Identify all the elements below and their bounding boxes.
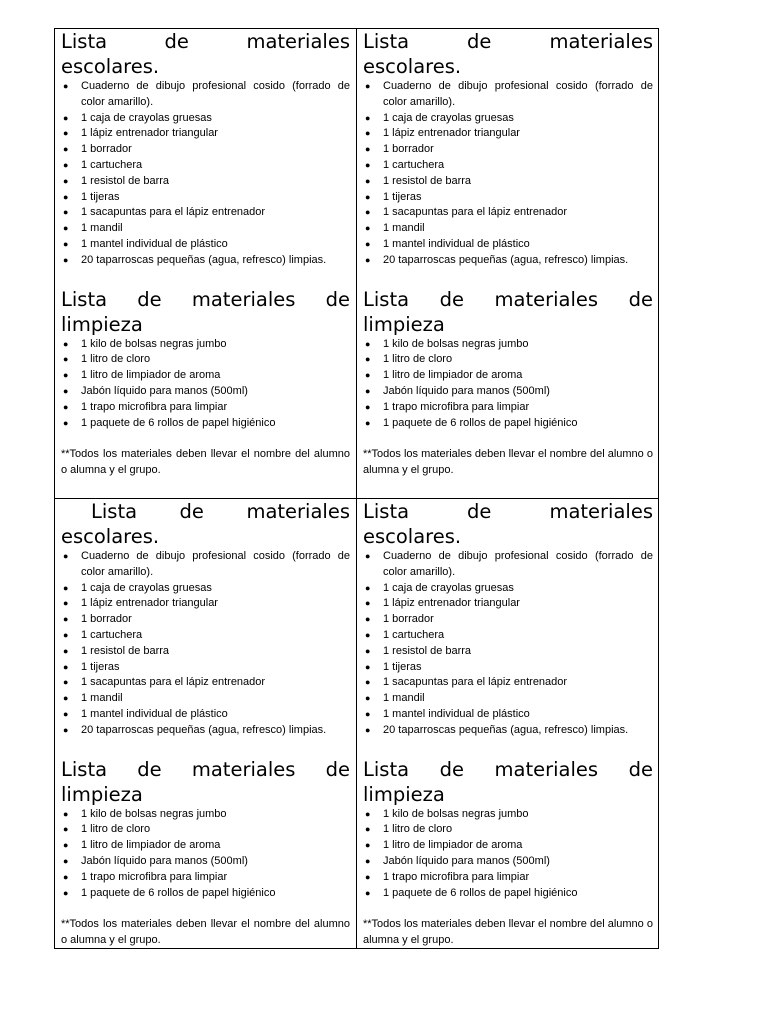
list-item-text: 1 mandil — [81, 692, 123, 705]
list-item — [61, 253, 350, 269]
bullet-icon: ● — [63, 223, 69, 234]
bullet-icon: ● — [63, 708, 69, 719]
list-item — [61, 691, 350, 707]
list-item-text: 1 litro de limpiador de aroma — [81, 369, 221, 382]
list-item-text: 1 resistol de barra — [383, 174, 472, 187]
list-item — [363, 644, 653, 660]
school-items-list — [363, 79, 653, 269]
bullet-icon: ● — [63, 128, 69, 139]
list-item — [61, 237, 350, 253]
list-item-text: 1 lápiz entrenador triangular — [383, 127, 520, 140]
list-item-text: 1 borrador — [81, 143, 132, 156]
bullet-icon: ● — [365, 238, 371, 249]
list-item — [61, 886, 350, 902]
bullet-icon: ● — [63, 808, 69, 819]
list-item-text: Jabón líquido para manos (500ml) — [81, 384, 248, 397]
card-bottom-left — [55, 499, 357, 948]
bullet-icon: ● — [365, 598, 371, 609]
bullet-icon: ● — [63, 370, 69, 381]
list-item-text: 1 kilo de bolsas negras jumbo — [81, 337, 227, 350]
list-item — [61, 416, 350, 432]
list-item-text: 1 kilo de bolsas negras jumbo — [383, 337, 529, 350]
bullet-icon: ● — [365, 677, 371, 688]
list-item — [61, 111, 350, 127]
bullet-icon: ● — [63, 614, 69, 625]
cleaning-items-list — [363, 337, 653, 432]
bullet-icon: ● — [365, 582, 371, 593]
list-item — [61, 644, 350, 660]
list-item-text: 1 sacapuntas para el lápiz entrenador — [81, 676, 266, 689]
list-item — [363, 174, 653, 190]
bullet-icon: ● — [63, 582, 69, 593]
list-item — [363, 612, 653, 628]
bullet-icon: ● — [63, 724, 69, 735]
list-item-text: 1 borrador — [383, 613, 434, 626]
list-item-text: 1 mantel individual de plástico — [383, 237, 530, 250]
list-item-text: 1 caja de crayolas gruesas — [81, 111, 212, 124]
list-item-text: Cuaderno de dibujo profesional cosido (forrado de color amarillo). — [81, 80, 350, 108]
list-item — [61, 596, 350, 612]
bullet-icon: ● — [365, 693, 371, 704]
list-item — [61, 854, 350, 870]
bullet-icon: ● — [365, 144, 371, 155]
list-item — [363, 628, 653, 644]
list-item — [363, 237, 653, 253]
list-item — [363, 158, 653, 174]
school-materials-heading: Lista de materiales escolares. — [363, 500, 653, 548]
bullet-icon: ● — [63, 629, 69, 640]
bullet-icon: ● — [63, 551, 69, 561]
list-item — [363, 79, 653, 111]
list-item-text: 1 litro de cloro — [383, 823, 453, 836]
bullet-icon: ● — [63, 401, 69, 412]
list-item — [61, 337, 350, 353]
bullet-icon: ● — [365, 887, 371, 898]
list-item — [363, 822, 653, 838]
list-item-text: 1 cartuchera — [383, 158, 445, 171]
list-item-text: 1 mandil — [81, 222, 123, 235]
labeling-note: **Todos los materiales deben llevar el nombre del alumno o alumna y el grupo. — [363, 918, 653, 947]
bullet-icon: ● — [63, 645, 69, 656]
list-item — [363, 352, 653, 368]
bullet-icon: ● — [63, 385, 69, 396]
list-item — [363, 691, 653, 707]
list-item-text: 1 mandil — [383, 692, 425, 705]
bullet-icon: ● — [365, 370, 371, 381]
list-item — [363, 205, 653, 221]
bullet-icon: ● — [365, 401, 371, 412]
bullet-icon: ● — [365, 724, 371, 735]
bullet-icon: ● — [365, 207, 371, 218]
list-item — [363, 870, 653, 886]
bullet-icon: ● — [365, 417, 371, 428]
list-item-text: Cuaderno de dibujo profesional cosido (forrado de color amarillo). — [81, 550, 350, 578]
list-item — [61, 581, 350, 597]
cleaning-items-list — [61, 337, 350, 432]
bullet-icon: ● — [63, 238, 69, 249]
list-item — [61, 723, 350, 739]
list-item — [363, 337, 653, 353]
list-item — [61, 628, 350, 644]
materials-table — [54, 28, 659, 949]
list-item — [61, 142, 350, 158]
list-item — [363, 596, 653, 612]
list-item — [363, 838, 653, 854]
card-top-right — [357, 29, 659, 499]
list-item — [61, 807, 350, 823]
bullet-icon: ● — [365, 354, 371, 365]
bullet-icon: ● — [365, 254, 371, 265]
bullet-icon: ● — [365, 112, 371, 123]
bullet-icon: ● — [365, 159, 371, 170]
bullet-icon: ● — [365, 824, 371, 835]
list-item-text: 1 lápiz entrenador triangular — [383, 597, 520, 610]
list-item — [363, 723, 653, 739]
list-item-text: 20 taparroscas pequeñas (agua, refresco) limpias. — [383, 253, 629, 266]
list-item — [363, 886, 653, 902]
list-item-text: 1 sacapuntas para el lápiz entrenador — [383, 206, 568, 219]
list-item — [61, 190, 350, 206]
list-item-text: 1 trapo microfibra para limpiar — [81, 870, 228, 883]
list-item-text: 1 paquete de 6 rollos de papel higiénico — [81, 886, 276, 899]
list-item-text: 1 tijeras — [383, 660, 422, 673]
bullet-icon: ● — [63, 81, 69, 91]
list-item — [363, 549, 653, 581]
list-item — [363, 400, 653, 416]
list-item-text: 1 cartuchera — [81, 158, 143, 171]
list-item-text: 1 caja de crayolas gruesas — [383, 581, 514, 594]
bullet-icon: ● — [63, 207, 69, 218]
bullet-icon: ● — [63, 855, 69, 866]
list-item-text: 1 sacapuntas para el lápiz entrenador — [81, 206, 266, 219]
list-item-text: 1 borrador — [383, 143, 434, 156]
bullet-icon: ● — [63, 677, 69, 688]
bullet-icon: ● — [63, 824, 69, 835]
list-item-text: 1 trapo microfibra para limpiar — [81, 400, 228, 413]
list-item — [61, 400, 350, 416]
list-item-text: 1 cartuchera — [81, 628, 143, 641]
bullet-icon: ● — [63, 598, 69, 609]
list-item-text: Jabón líquido para manos (500ml) — [383, 384, 550, 397]
bullet-icon: ● — [365, 645, 371, 656]
card-top-left — [55, 29, 357, 499]
list-item-text: 1 resistol de barra — [383, 644, 472, 657]
list-item — [61, 126, 350, 142]
list-item-text: Jabón líquido para manos (500ml) — [81, 854, 248, 867]
bullet-icon: ● — [365, 338, 371, 349]
school-items-list — [61, 549, 350, 739]
list-item — [61, 549, 350, 581]
cleaning-materials-heading: Lista de materiales de limpieza — [61, 287, 350, 336]
bullet-icon: ● — [63, 191, 69, 202]
school-materials-heading: Lista de materiales escolares. — [61, 500, 350, 548]
bullet-icon: ● — [365, 661, 371, 672]
list-item-text: 1 paquete de 6 rollos de papel higiénico — [383, 886, 578, 899]
bullet-icon: ● — [365, 629, 371, 640]
list-item — [363, 126, 653, 142]
list-item — [61, 174, 350, 190]
bullet-icon: ● — [63, 159, 69, 170]
list-item-text: 1 litro de cloro — [81, 823, 151, 836]
bullet-icon: ● — [63, 144, 69, 155]
bullet-icon: ● — [63, 871, 69, 882]
bullet-icon: ● — [63, 175, 69, 186]
list-item-text: 1 litro de cloro — [383, 353, 453, 366]
bullet-icon: ● — [365, 855, 371, 866]
bullet-icon: ● — [365, 840, 371, 851]
cleaning-items-list — [61, 807, 350, 902]
list-item — [61, 660, 350, 676]
school-materials-heading: Lista de materiales escolares. — [61, 30, 350, 78]
school-items-list — [61, 79, 350, 269]
list-item — [363, 416, 653, 432]
bullet-icon: ● — [63, 887, 69, 898]
list-item-text: 1 kilo de bolsas negras jumbo — [383, 807, 529, 820]
list-item-text: 1 cartuchera — [383, 628, 445, 641]
list-item — [61, 352, 350, 368]
school-materials-heading: Lista de materiales escolares. — [363, 30, 653, 78]
list-item-text: 1 litro de limpiador de aroma — [81, 839, 221, 852]
list-item-text: Cuaderno de dibujo profesional cosido (forrado de color amarillo). — [383, 550, 653, 578]
list-item — [61, 707, 350, 723]
bullet-icon: ● — [365, 708, 371, 719]
list-item — [363, 384, 653, 400]
list-item — [363, 253, 653, 269]
list-item-text: 20 taparroscas pequeñas (agua, refresco) limpias. — [81, 253, 327, 266]
list-item — [363, 221, 653, 237]
list-item-text: 1 mantel individual de plástico — [383, 707, 530, 720]
list-item — [61, 221, 350, 237]
list-item-text: 1 mantel individual de plástico — [81, 237, 228, 250]
bullet-icon: ● — [63, 254, 69, 265]
list-item — [61, 368, 350, 384]
list-item-text: 1 mandil — [383, 222, 425, 235]
labeling-note: **Todos los materiales deben llevar el nombre del alumno o alumna y el grupo. — [61, 918, 350, 947]
cleaning-materials-heading: Lista de materiales de limpieza — [363, 757, 653, 806]
list-item — [61, 838, 350, 854]
list-item-text: 1 lápiz entrenador triangular — [81, 127, 218, 140]
bullet-icon: ● — [365, 128, 371, 139]
list-item — [61, 675, 350, 691]
cleaning-materials-heading: Lista de materiales de limpieza — [61, 757, 350, 806]
card-bottom-right — [357, 499, 659, 948]
list-item — [363, 675, 653, 691]
bullet-icon: ● — [63, 661, 69, 672]
list-item — [61, 612, 350, 628]
list-item-text: 1 caja de crayolas gruesas — [383, 111, 514, 124]
labeling-note: **Todos los materiales deben llevar el nombre del alumno o alumna y el grupo. — [363, 448, 653, 477]
list-item — [363, 707, 653, 723]
list-item-text: 1 litro de limpiador de aroma — [383, 839, 523, 852]
bullet-icon: ● — [365, 191, 371, 202]
list-item-text: 1 resistol de barra — [81, 174, 170, 187]
list-item — [363, 190, 653, 206]
bullet-icon: ● — [365, 385, 371, 396]
list-item-text: 1 paquete de 6 rollos de papel higiénico — [81, 416, 276, 429]
bullet-icon: ● — [365, 81, 371, 91]
list-item — [363, 854, 653, 870]
list-item — [363, 142, 653, 158]
list-item-text: 1 tijeras — [383, 190, 422, 203]
list-item — [61, 822, 350, 838]
list-item — [61, 158, 350, 174]
list-item — [61, 205, 350, 221]
bullet-icon: ● — [365, 871, 371, 882]
bullet-icon: ● — [365, 551, 371, 561]
list-item — [363, 660, 653, 676]
bullet-icon: ● — [63, 112, 69, 123]
cleaning-materials-heading: Lista de materiales de limpieza — [363, 287, 653, 336]
school-items-list — [363, 549, 653, 739]
bullet-icon: ● — [63, 840, 69, 851]
list-item-text: 1 resistol de barra — [81, 644, 170, 657]
list-item — [363, 807, 653, 823]
bullet-icon: ● — [63, 693, 69, 704]
list-item-text: 1 trapo microfibra para limpiar — [383, 870, 530, 883]
list-item — [61, 79, 350, 111]
bullet-icon: ● — [365, 808, 371, 819]
bullet-icon: ● — [365, 614, 371, 625]
list-item-text: 1 litro de limpiador de aroma — [383, 369, 523, 382]
list-item — [363, 111, 653, 127]
list-item — [61, 384, 350, 400]
list-item-text: 1 caja de crayolas gruesas — [81, 581, 212, 594]
list-item-text: 1 borrador — [81, 613, 132, 626]
list-item-text: 1 sacapuntas para el lápiz entrenador — [383, 676, 568, 689]
list-item-text: 1 paquete de 6 rollos de papel higiénico — [383, 416, 578, 429]
bullet-icon: ● — [63, 354, 69, 365]
bullet-icon: ● — [63, 417, 69, 428]
cleaning-items-list — [363, 807, 653, 902]
list-item-text: 1 tijeras — [81, 660, 120, 673]
list-item — [61, 870, 350, 886]
list-item-text: Cuaderno de dibujo profesional cosido (forrado de color amarillo). — [383, 80, 653, 108]
list-item-text: 20 taparroscas pequeñas (agua, refresco) limpias. — [383, 723, 629, 736]
list-item-text: 1 litro de cloro — [81, 353, 151, 366]
list-item-text: 1 mantel individual de plástico — [81, 707, 228, 720]
list-item — [363, 368, 653, 384]
list-item-text: Jabón líquido para manos (500ml) — [383, 854, 550, 867]
list-item-text: 1 tijeras — [81, 190, 120, 203]
list-item-text: 1 kilo de bolsas negras jumbo — [81, 807, 227, 820]
bullet-icon: ● — [365, 223, 371, 234]
labeling-note: **Todos los materiales deben llevar el nombre del alumno o alumna y el grupo. — [61, 448, 350, 477]
bullet-icon: ● — [63, 338, 69, 349]
list-item-text: 1 lápiz entrenador triangular — [81, 597, 218, 610]
list-item-text: 1 trapo microfibra para limpiar — [383, 400, 530, 413]
list-item-text: 20 taparroscas pequeñas (agua, refresco) limpias. — [81, 723, 327, 736]
list-item — [363, 581, 653, 597]
bullet-icon: ● — [365, 175, 371, 186]
